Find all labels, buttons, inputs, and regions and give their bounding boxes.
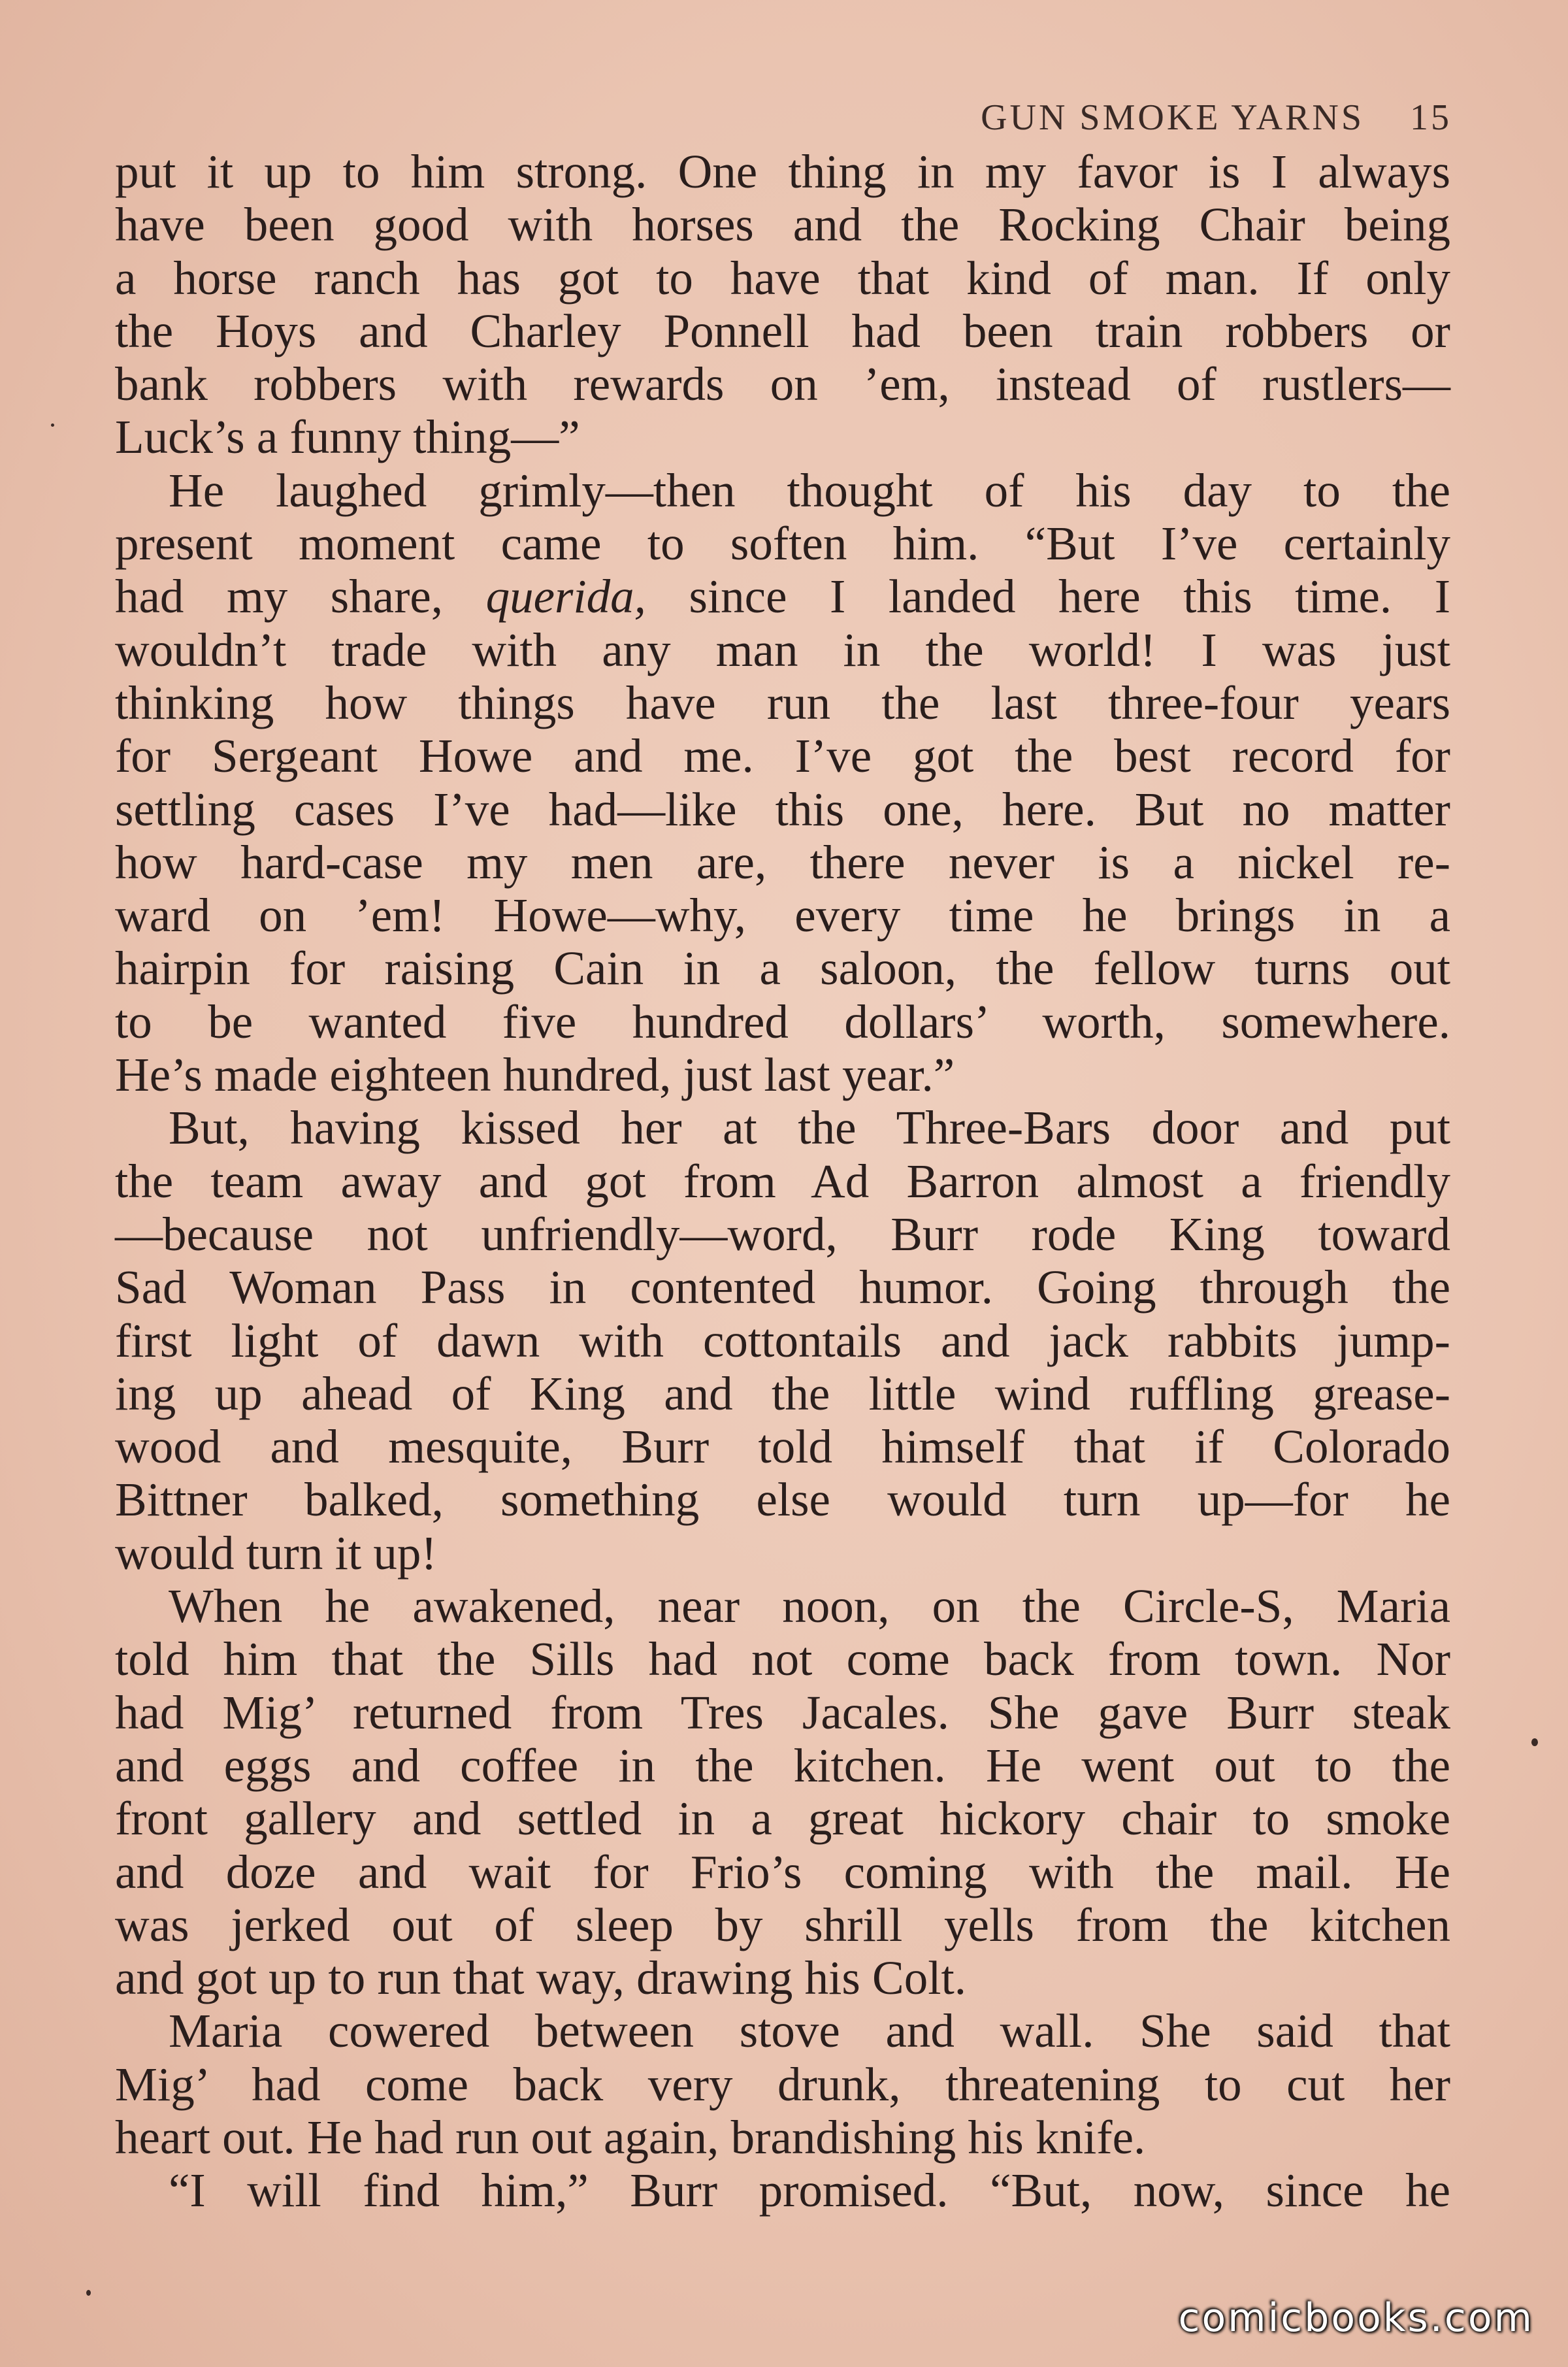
- text-line: thinking how things have run the last three-four years: [115, 676, 1450, 729]
- text-line: ward on ’em! Howe—why, every time he brings in a: [115, 889, 1450, 942]
- text-line: how hard-case my men are, there never is a nickel re-: [115, 835, 1450, 889]
- text-line: heart out. He had run out again, brandishing his knife.: [115, 2110, 1146, 2164]
- paragraph-3: [115, 1101, 1450, 1580]
- text-line: have been good with horses and the Rocking Chair being: [115, 198, 1450, 252]
- text-line: Luck’s a funny thing—”: [115, 410, 580, 464]
- text-line: wouldn’t trade with any man in the world! I was just: [115, 623, 1450, 676]
- text-line: had my share, querida, since I landed here this time. I: [115, 570, 1451, 623]
- text-line: and doze and wait for Frio’s coming with the mail. He: [115, 1845, 1450, 1898]
- text-line: a horse ranch has got to have that kind of man. If only: [115, 251, 1450, 305]
- text-line: bank robbers with rewards on ’em, instead of rustlers—: [115, 357, 1450, 411]
- text-line: had Mig’ returned from Tres Jacales. She gave Burr steak: [115, 1685, 1450, 1739]
- text-line: He’s made eighteen hundred, just last year.”: [115, 1048, 955, 1102]
- text-line: wood and mesquite, Burr told himself that if Colorado: [115, 1420, 1450, 1474]
- text-line: —because not unfriendly—word, Burr rode King toward: [115, 1207, 1450, 1261]
- italic-word: querida,: [485, 570, 646, 623]
- text-line: put it up to him strong. One thing in my favor is I always: [115, 145, 1450, 198]
- text-line: Maria cowered between stove and wall. She said that: [169, 2004, 1450, 2058]
- text-line: front gallery and settled in a great hickory chair to smoke: [115, 1792, 1450, 1846]
- text-line: first light of dawn with cottontails and jack rabbits jump-: [115, 1314, 1450, 1367]
- watermark: comicbooks.com: [1178, 2295, 1534, 2341]
- paragraph-6: [115, 2164, 1450, 2217]
- text-line: When he awakened, near noon, on the Circle-S, Maria: [169, 1580, 1450, 1633]
- text-line: would turn it up!: [115, 1526, 437, 1580]
- text-line: and got up to run that way, drawing his Colt.: [115, 1951, 967, 2005]
- paper-speck: [86, 2290, 91, 2296]
- paper-speck: [1531, 1738, 1538, 1746]
- text-line: Sad Woman Pass in contented humor. Going through the: [115, 1261, 1450, 1314]
- text-line: hairpin for raising Cain in a saloon, the fellow turns out: [115, 942, 1450, 995]
- paragraph-5: [115, 2004, 1450, 2164]
- text-line: He laughed grimly—then thought of his day to the: [169, 463, 1450, 517]
- text-line: and eggs and coffee in the kitchen. He went out to the: [115, 1738, 1450, 1792]
- running-header: [981, 97, 1452, 139]
- paragraph-1: [115, 145, 1450, 464]
- paragraph-4: [115, 1580, 1450, 2004]
- text-line: Bittner balked, something else would turn up—for he: [115, 1473, 1450, 1527]
- text-line: present moment came to soften him. “But I’ve certainly: [115, 517, 1450, 571]
- paper-speck: [51, 423, 54, 427]
- text-line: Mig’ had come back very drunk, threatening to cut her: [115, 2057, 1450, 2111]
- text-line: “I will find him,” Burr promised. “But, now, since he: [169, 2164, 1450, 2217]
- running-title: GUN SMOKE YARNS: [981, 97, 1364, 138]
- text-line: to be wanted five hundred dollars’ worth, somewhere.: [115, 995, 1450, 1048]
- text-line: But, having kissed her at the Three-Bars door and put: [169, 1101, 1450, 1155]
- text-line: ing up ahead of King and the little wind ruffling grease-: [115, 1366, 1450, 1420]
- body-text: [115, 145, 1450, 2217]
- text-line: was jerked out of sleep by shrill yells from the kitchen: [115, 1898, 1450, 1951]
- text-line: told him that the Sills had not come back from town. Nor: [115, 1632, 1450, 1686]
- page-number: 15: [1410, 97, 1452, 138]
- text-line: settling cases I’ve had—like this one, here. But no matter: [115, 782, 1450, 836]
- text-line: for Sergeant Howe and me. I’ve got the best record for: [115, 729, 1450, 783]
- text-line: the team away and got from Ad Barron almost a friendly: [115, 1154, 1450, 1208]
- paragraph-2: [115, 464, 1450, 1102]
- text-line: the Hoys and Charley Ponnell had been train robbers or: [115, 304, 1450, 357]
